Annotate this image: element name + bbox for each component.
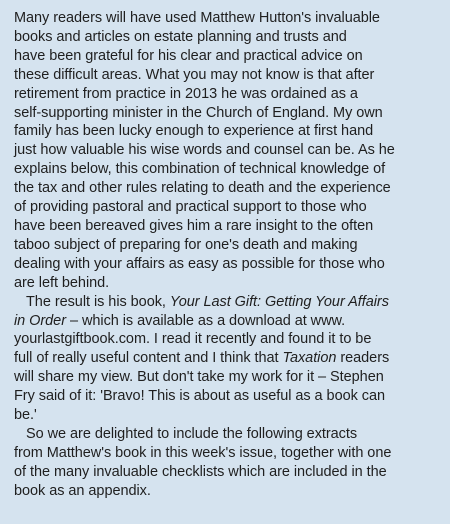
text-line: retirement from practice in 2013 he was ordained as a: [14, 85, 358, 102]
text-run: readers: [336, 350, 390, 367]
text-line: Many readers will have used Matthew Hutton's invaluable: [14, 10, 380, 26]
text-line: book as an appendix.: [14, 482, 151, 499]
text-line: of the many invaluable checklists which are included in the: [14, 463, 387, 480]
text-line: Fry said of it: 'Bravo! This is about as useful as a book can: [14, 388, 385, 405]
publication-name: Taxation: [282, 350, 337, 367]
text-line: dealing with your affairs as easy as possible for those who: [14, 255, 385, 272]
book-title: Your Last Gift: Getting Your Affairs: [169, 293, 389, 310]
text-line: family has been lucky enough to experience at first hand: [14, 123, 374, 140]
text-line: of providing pastoral and practical support to those who: [14, 199, 367, 216]
text-run: full of really useful content and I think that: [14, 350, 283, 367]
paragraph-book: [14, 293, 442, 425]
text-line: [14, 293, 442, 312]
text-line: So we are delighted to include the following extracts: [26, 425, 358, 442]
text-run: The result is his book,: [26, 293, 170, 310]
text-line: [14, 312, 442, 331]
text-line: taboo subject of preparing for one's death and making: [14, 236, 358, 253]
text-line: have been bereaved gives him a rare insight to the often: [14, 217, 374, 234]
text-line: just how valuable his wise words and counsel can be. As he: [14, 142, 395, 159]
text-line: books and articles on estate planning and trusts and: [14, 28, 347, 45]
book-title: in Order: [14, 312, 66, 329]
paragraph-closing: [14, 425, 442, 501]
text-line: will share my view. But don't take my work for it – Stephen: [14, 369, 384, 386]
text-line: [14, 349, 442, 368]
text-line: from Matthew's book in this week's issue, together with one: [14, 444, 392, 461]
text-line: the tax and other rules relating to death and the experience: [14, 180, 391, 197]
text-line: these difficult areas. What you may not know is that after: [14, 66, 375, 83]
text-line: be.': [14, 407, 37, 424]
text-run: – which is available as a download at www.: [65, 312, 346, 329]
paragraph-intro: [14, 9, 442, 293]
text-line: explains below, this combination of technical knowledge of: [14, 161, 386, 178]
text-line: have been grateful for his clear and practical advice on: [14, 47, 363, 64]
text-line: self-supporting minister in the Church of England. My own: [14, 104, 383, 121]
text-line: are left behind.: [14, 274, 110, 291]
text-line: yourlastgiftbook.com. I read it recently and found it to be: [14, 331, 372, 348]
